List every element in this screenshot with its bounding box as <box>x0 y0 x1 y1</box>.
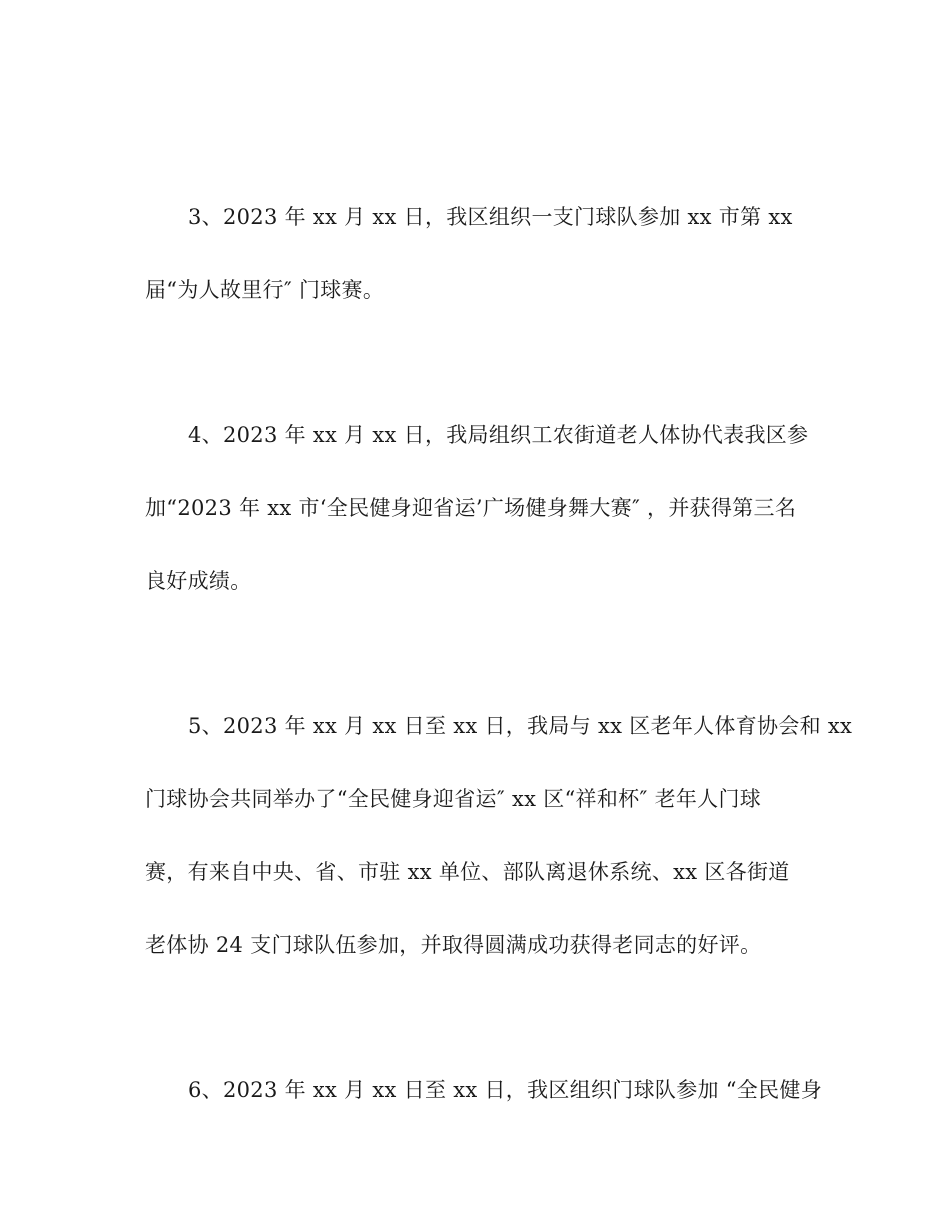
paragraph-5-line-4: 老体协 24 支门球队伍参加，并取得圆满成功获得老同志的好评。 <box>145 933 762 957</box>
paragraph-3-line-1: 3、2023 年 xx 月 xx 日，我区组织一支门球队参加 xx 市第 xx <box>188 205 793 229</box>
paragraph-5-line-1: 5、2023 年 xx 月 xx 日至 xx 日，我局与 xx 区老年人体育协会和 xx <box>188 714 853 738</box>
paragraph-4-line-2: 加“2023 年 xx 市‘全民健身迎省运’广场健身舞大赛″ ，并获得第三名 <box>145 496 797 520</box>
paragraph-6-line-1: 6、2023 年 xx 月 xx 日至 xx 日，我区组织门球队参加 “全民健身 <box>188 1078 822 1102</box>
paragraph-4-line-3: 良好成绩。 <box>145 569 252 593</box>
paragraph-4-line-1: 4、2023 年 xx 月 xx 日，我局组织工农街道老人体协代表我区参 <box>188 423 809 447</box>
paragraph-3-line-2: 届“为人故里行″ 门球赛。 <box>145 278 385 302</box>
paragraph-5-line-2: 门球协会共同举办了“全民健身迎省运″ xx 区“祥和杯″ 老年人门球 <box>145 787 762 811</box>
paragraph-5-line-3: 赛，有来自中央、省、市驻 xx 单位、部队离退休系统、xx 区各街道 <box>145 860 790 884</box>
